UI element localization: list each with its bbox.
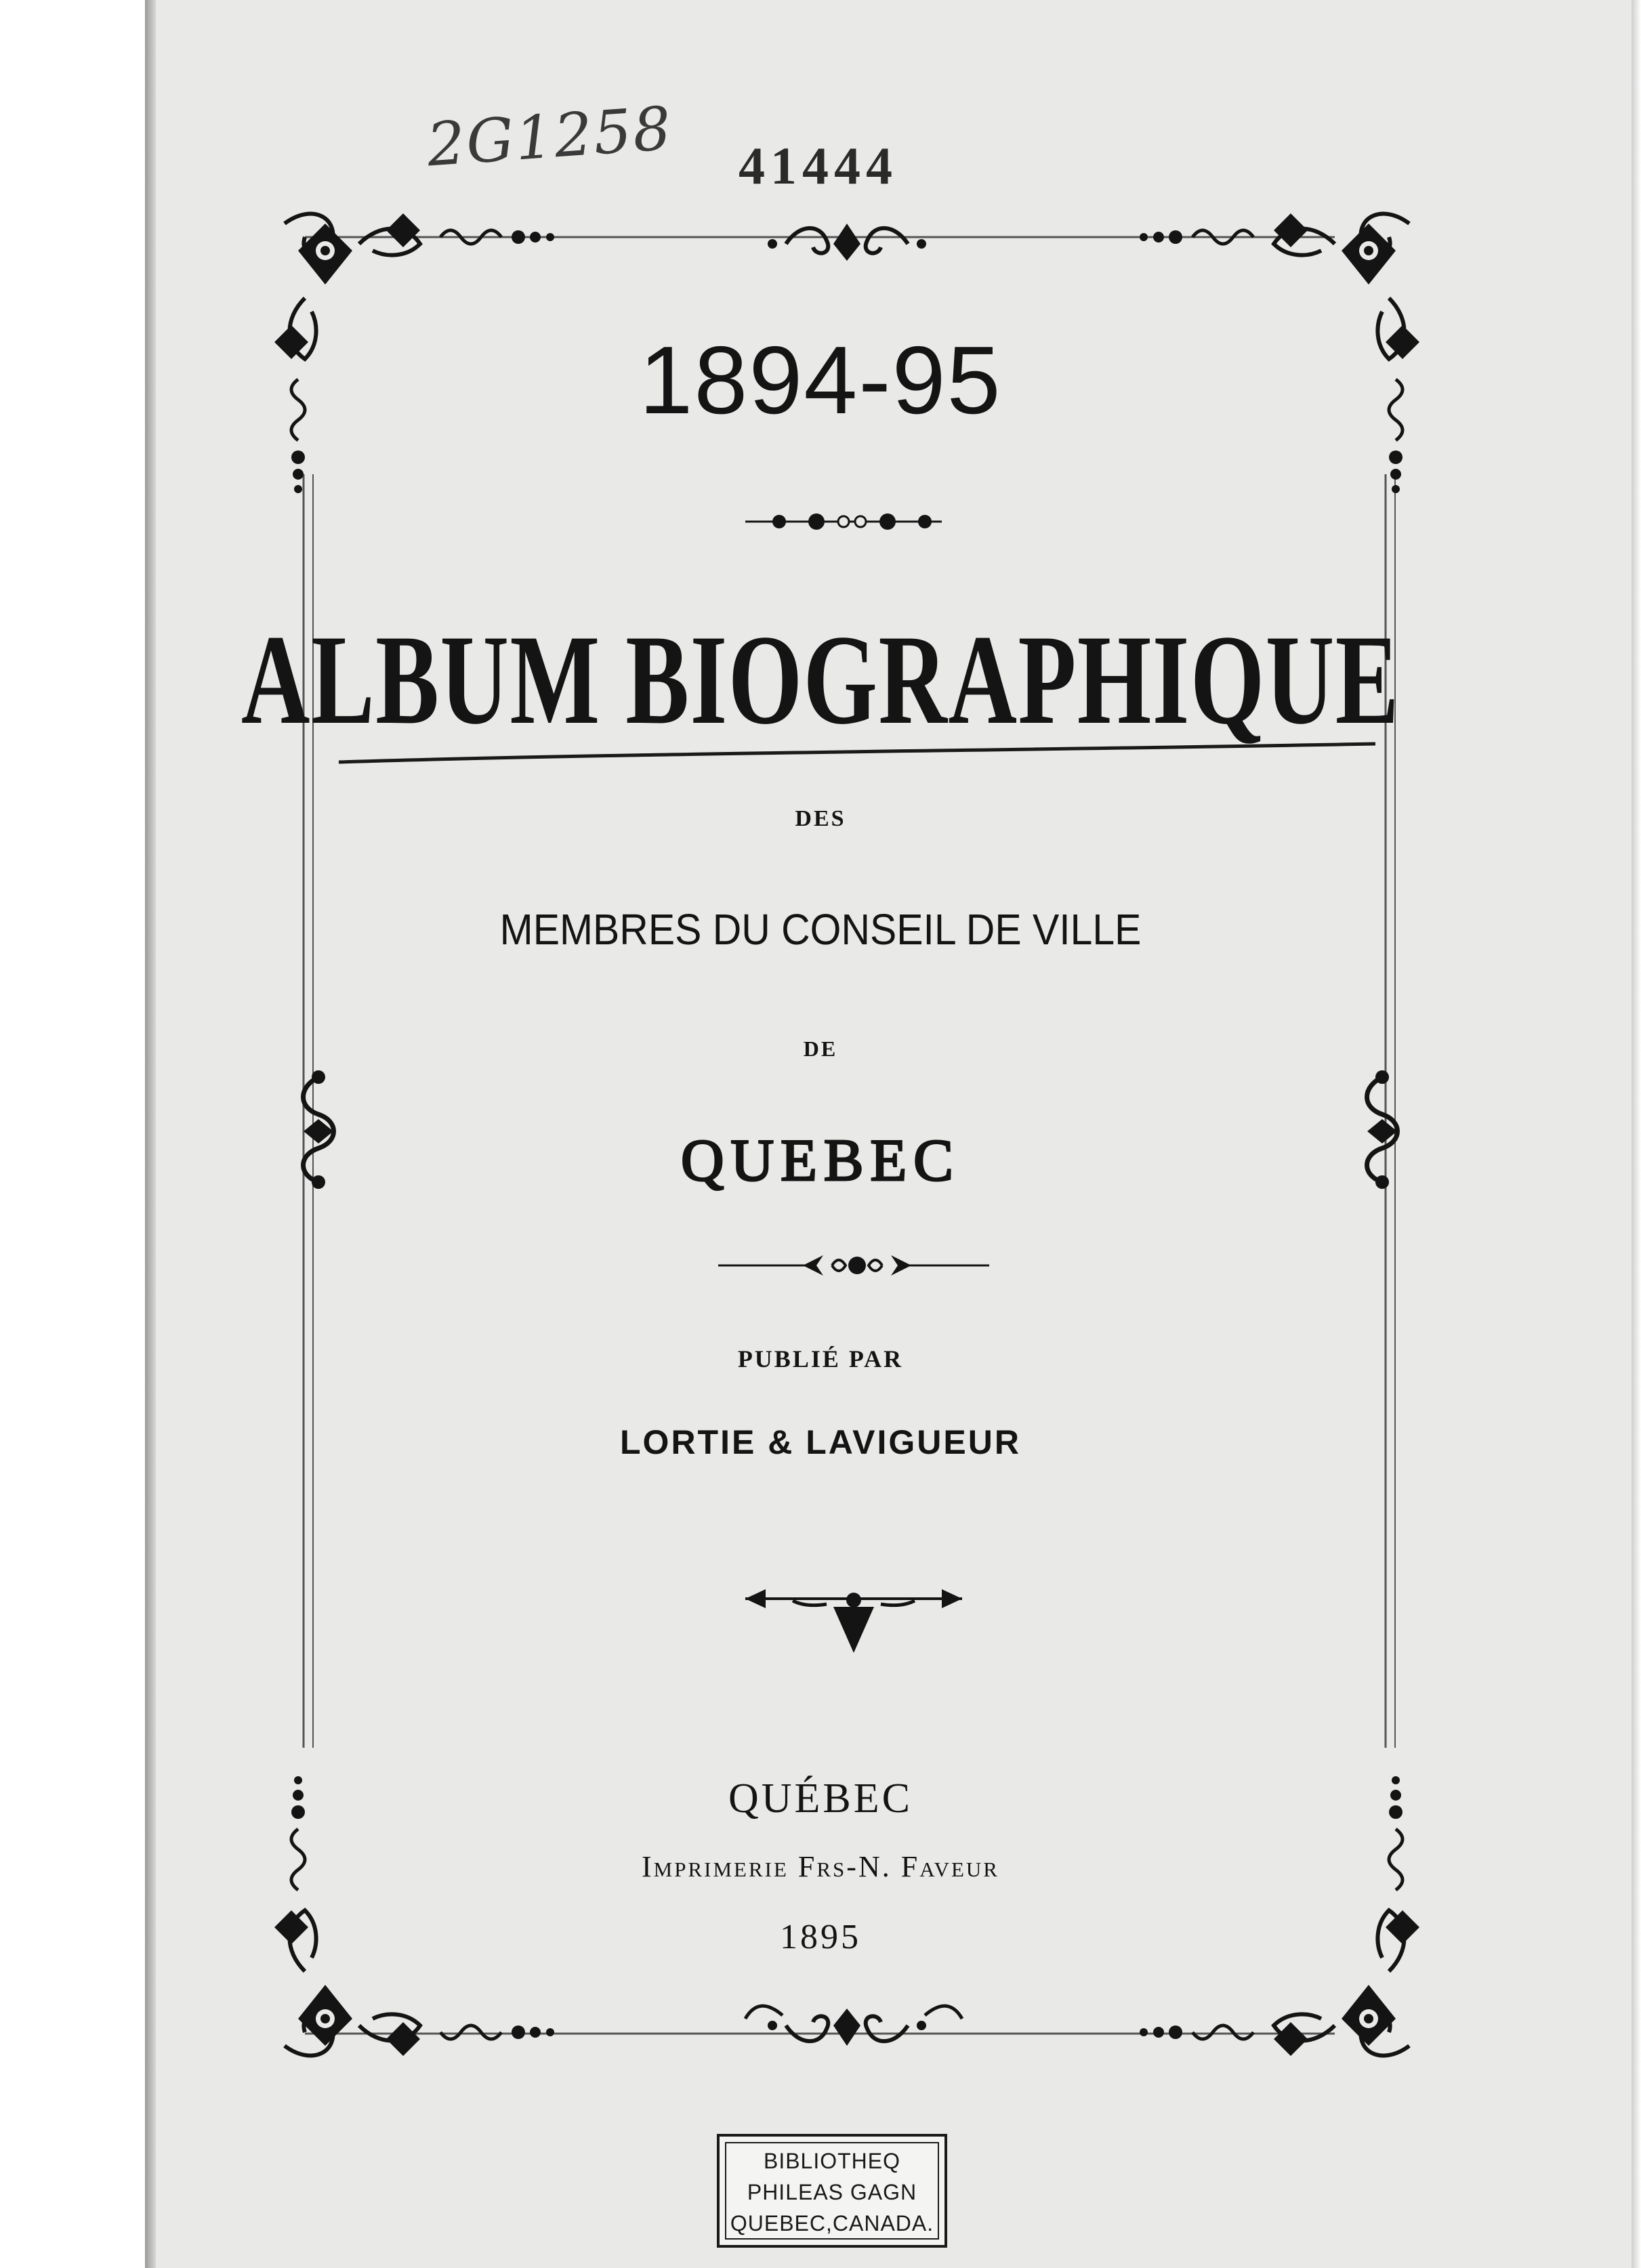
divider-ornament-4	[745, 2006, 962, 2019]
pencil-note: 2G1258	[424, 93, 675, 180]
divider-ornament-3	[745, 1589, 962, 1653]
city-title: QUEBEC	[681, 1128, 960, 1194]
page-title: ALBUM BIOGRAPHIQUE	[241, 609, 1400, 751]
stamp-line-3: QUEBEC,CANADA.	[730, 2211, 934, 2235]
divider-ornament-1	[745, 513, 942, 530]
accession-number: 41444	[739, 136, 898, 195]
imprint-year: 1895	[780, 1918, 861, 1956]
imprint-city: QUÉBEC	[728, 1776, 913, 1822]
imprint-printer: Imprimerie Frs-N. Faveur	[642, 1850, 999, 1883]
divider-ornament-2	[718, 1255, 989, 1276]
year-range: 1894-95	[639, 327, 1002, 434]
published-by-label: PUBLIÉ PAR	[737, 1345, 904, 1372]
publisher-name: LORTIE & LAVIGUEUR	[620, 1423, 1021, 1461]
connector-de: DE	[803, 1036, 838, 1061]
stamp-line-2: PHILEAS GAGN	[747, 2180, 917, 2204]
library-stamp	[717, 2134, 947, 2248]
connector-des: DES	[795, 806, 846, 831]
subtitle: MEMBRES DU CONSEIL DE VILLE	[499, 905, 1142, 954]
stamp-line-1: BIBLIOTHEQ	[763, 2149, 901, 2173]
